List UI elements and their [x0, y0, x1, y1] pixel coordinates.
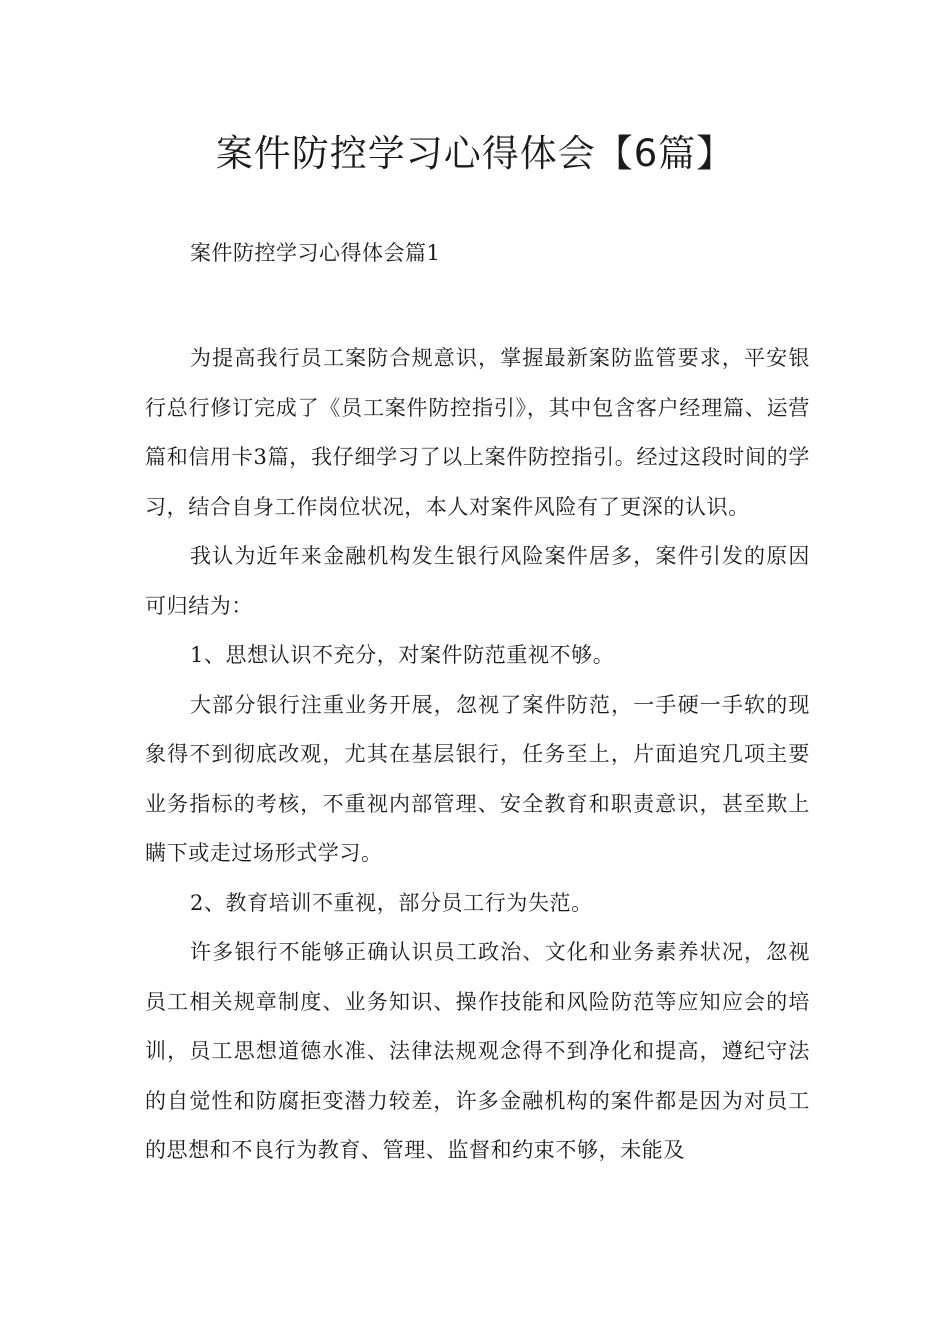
paragraph-point-2: 2、教育培训不重视，部分员工行为失范。 [190, 890, 593, 915]
paragraph-causes: 我认为近年来金融机构发生银行风险案件居多，案件引发的原因可归结为： [145, 544, 810, 618]
paragraph-point-1-detail: 大部分银行注重业务开展，忽视了案件防范，一手硬一手软的现象得不到彻底改观，尤其在基层银行，任务至上，片面追究几项主要业务指标的考核，不重视内部管理、安全教育和职责意识，甚至欺上瞒下或走过场形式学习。 [145, 692, 810, 865]
paragraph-point-1: 1、思想认识不充分，对案件防范重视不够。 [190, 643, 615, 667]
document-title: 案件防控学习心得体会【6篇】 [215, 132, 735, 175]
paragraph-point-2-detail: 许多银行不能够正确认识员工政治、文化和业务素养状况，忽视员工相关规章制度、业务知识、操作技能和风险防范等应知应会的培训，员工思想道德水准、法律法规观念得不到净化和提高，遵纪守法的自觉性和防腐拒变潜力较差，许多金融机构的案件都是因为对员工的思想和不良行为教育、管理、监督和约束不够，未能及 [145, 940, 810, 1162]
paragraph-intro: 为提高我行员工案防合规意识，掌握最新案防监管要求，平安银行总行修订完成了《员工案件防控指引》，其中包含客户经理篇、运营篇和信用卡3篇，我仔细学习了以上案件防控指引。经过这段时间的学习，结合自身工作岗位状况，本人对案件风险有了更深的认识。 [145, 346, 810, 519]
section-heading: 案件防控学习心得体会篇1 [190, 241, 441, 265]
document-body [145, 334, 810, 1176]
